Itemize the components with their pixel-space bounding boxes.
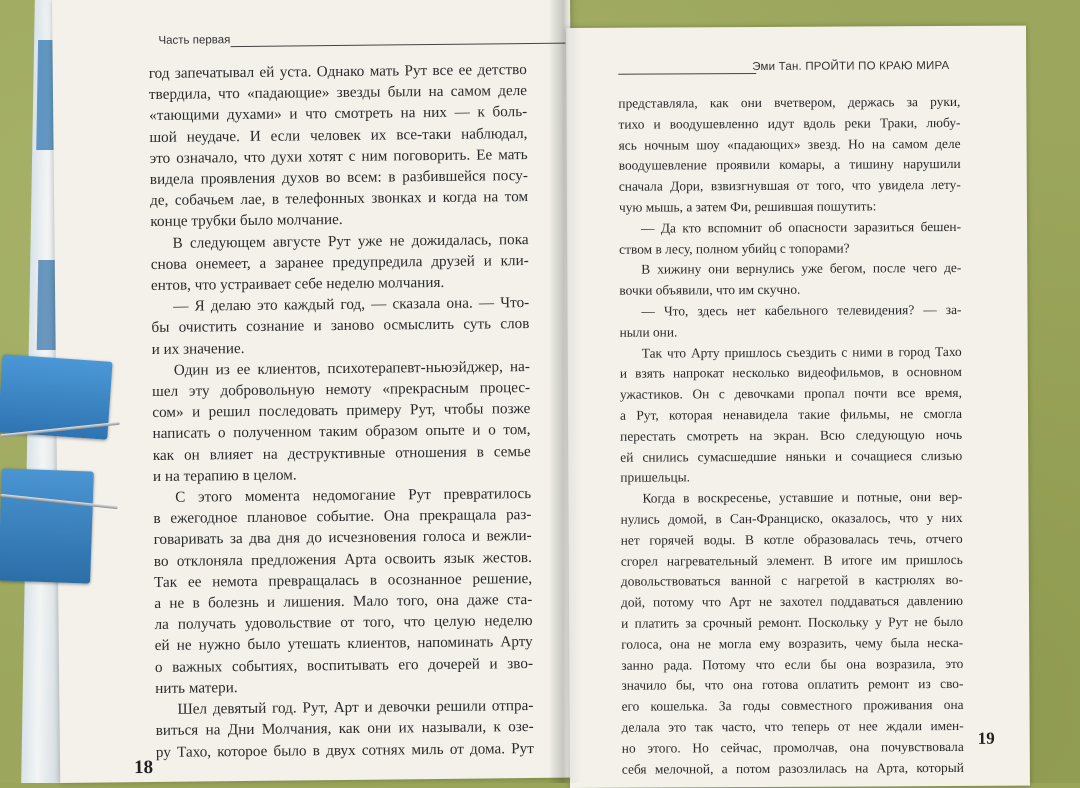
text-line: — Я делаю это каждый год, — сказала она. — Что- — [173, 294, 530, 315]
text-line: ныли они. — [619, 324, 678, 340]
text-line: ру Тахо, которое было в двух сотнях миль от дома. Рут — [155, 739, 534, 761]
text-line: нет горячей воды. В котле образовалась течь, отчего — [620, 530, 963, 548]
text-line: делала это так часто, что теперь от нее ждали имен- — [621, 717, 964, 735]
text-line: тихо и воодушевленно идут вдоль реки Траки, любу- — [618, 114, 961, 132]
text-line: и их значение. — [151, 339, 245, 358]
text-line: вочки объявили, что им скучно. — [619, 281, 801, 298]
text-line: пришельцы. — [620, 469, 690, 486]
text-line: и платить за срочный ремонт. Поскольку у Рут не было — [621, 613, 964, 631]
text-line: ентов, что устраивает себе неделю молчания. — [150, 273, 445, 295]
text-line: Так ее немота превращалась в осознанное решение, — [154, 569, 533, 591]
text-line: В следующем августе Рут уже не дожидалась, пока — [172, 230, 529, 252]
text-line: год запечатывал ей уста. Однако мать Рут все ее детство — [148, 61, 527, 82]
text-line: Один из ее клиентов, психотерапевт-ньюэйджер, на- — [173, 357, 530, 379]
text-line: представляла, как они вчетвером, держась за руки, — [618, 93, 961, 111]
text-line: сначала Дори, взвизгнувшая от того, что увидела лету- — [618, 177, 961, 194]
text-line: нулись домой, в Сан-Франциско, оказалось, что у них — [620, 509, 963, 527]
text-line: Так что Арту пришлось съездить с ними в город Тахо — [641, 343, 962, 361]
binder-clip — [0, 468, 94, 583]
text-line: воодушевление проявили комары, а тишину нарушили — [618, 156, 961, 174]
text-line: снова онемеет, а заранее предупредила друзей и кли- — [150, 251, 529, 273]
text-line: но этого. Но сейчас, промолчав, она почувствовала — [621, 738, 964, 756]
text-line: говаривать за два дня до исчезновения голоса и вежли- — [153, 527, 532, 549]
text-line: написать о полученном таким образом опыте и о том, — [152, 421, 531, 443]
header-rule — [230, 43, 565, 48]
text-line: нить матери. — [155, 678, 238, 697]
right-page-body — [618, 92, 964, 780]
text-line: себя мелочной, а потом разозлилась на Арта, который — [621, 759, 964, 777]
text-line: С этого момента недомогание Рут превратилось — [175, 485, 532, 506]
text-line: значило бы, что она готова оплатить ремонт из сво- — [621, 676, 964, 694]
text-line: ужастиков. Он с девочками пропал почти все время, — [619, 385, 962, 402]
text-line: дой, потому что Арт не захотел поддаваться давлению — [620, 593, 964, 610]
text-line: — Да кто вспомнит об опасности заразиться бешен- — [641, 218, 962, 236]
page-number-right: 19 — [977, 728, 995, 748]
text-line: — Что, здесь нет кабельного телевидения? — за- — [641, 301, 962, 319]
text-line: твердила, что «падающие» звезды были на самом деле — [148, 82, 528, 104]
text-line: а Рут, которая ненавидела такие фильмы, не смогла — [619, 405, 963, 423]
text-line: его кошелька. За годы совместного проживания она — [621, 697, 964, 714]
text-line: чую мышь, а затем Фи, решившая пошутить: — [618, 198, 877, 215]
text-line: сом» и решил последовать примеру Рут, чтобы позже — [152, 400, 531, 422]
text-line: довольствоваться ванной с нагретой в кастрюлях во- — [620, 572, 963, 590]
running-head-left: Часть первая — [158, 34, 231, 47]
text-line: сгорел нагревательный элемент. В итоге им пришлось — [620, 551, 963, 569]
text-line: В хижину они вернулись уже бегом, после чего де- — [641, 260, 962, 277]
book-gutter-shadow — [548, 0, 582, 783]
text-line: в ежегодное плановое событие. Она прекращала раз- — [153, 506, 532, 528]
text-line: перестать смотреть на экран. Всю следующую ночь — [620, 426, 963, 444]
text-line: ей снились сумасшедшие няньки и сочащиеся слизью — [620, 447, 963, 465]
text-line: конце трубки было молчание. — [150, 211, 343, 231]
right-page — [566, 26, 1030, 788]
text-line: ла получать удовольствие от того, что целую неделю — [154, 612, 533, 634]
text-line: ством в лесу, полном убийц с топорами? — [619, 240, 850, 257]
text-line: о важных событиях, воспитывать его дочерей и зво- — [154, 654, 534, 676]
text-line: как он влияет на деструктивные отношения в семье — [152, 442, 531, 464]
text-line: Шел девятый год. Рут, Арт и девочки решили отпра- — [177, 697, 534, 718]
text-line: во отклоняла предложения Арта освоить язык жестов. — [153, 548, 532, 570]
text-line: виться на Дни Молчания, как они их называли, к озе- — [155, 718, 534, 740]
left-page — [52, 0, 578, 783]
text-line: это означало, что духи хотят с ним поговорить. Ее мать — [149, 145, 528, 167]
page-number-left: 18 — [133, 756, 154, 779]
text-line: де, собачьем лае, в телефонных звонках и когда на том — [150, 188, 529, 210]
left-page-body — [149, 59, 534, 763]
text-line: ясь ночным шоу «падающих» звезд. Но на самом деле — [618, 135, 961, 153]
text-line: видела проявления духов во всем: в разбившейся посу- — [149, 167, 528, 188]
text-line: бы очистить сознание и заново осмыслить суть слов — [151, 315, 530, 337]
text-line: и на терапию в целом. — [152, 466, 297, 485]
text-line: ей не нужно было утешать клиентов, напоминать Арту — [154, 633, 533, 655]
text-line: а не в болезнь и лишения. Мало того, она даже ста- — [154, 591, 533, 613]
text-line: шел эту добровольную немоту «прекрасным процес- — [152, 379, 531, 401]
header-rule — [618, 73, 756, 75]
running-head-right: Эми Тан. ПРОЙТИ ПО КРАЮ МИРА — [752, 59, 950, 74]
text-line: Когда в воскресенье, уставшие и потные, они вер- — [642, 489, 963, 506]
text-line: занно рада. Потому что если бы она возразила, это — [621, 655, 964, 673]
text-line: шой неудаче. И если человек их все-таки наблюдал, — [149, 124, 528, 146]
text-line: «тающими духами» и что смотреть на них — к боль- — [149, 103, 528, 125]
text-line: голоса, она не могла ему возразить, чему была неска- — [621, 634, 964, 652]
text-line: и взять напрокат несколько видеофильмов, в основном — [619, 364, 962, 382]
